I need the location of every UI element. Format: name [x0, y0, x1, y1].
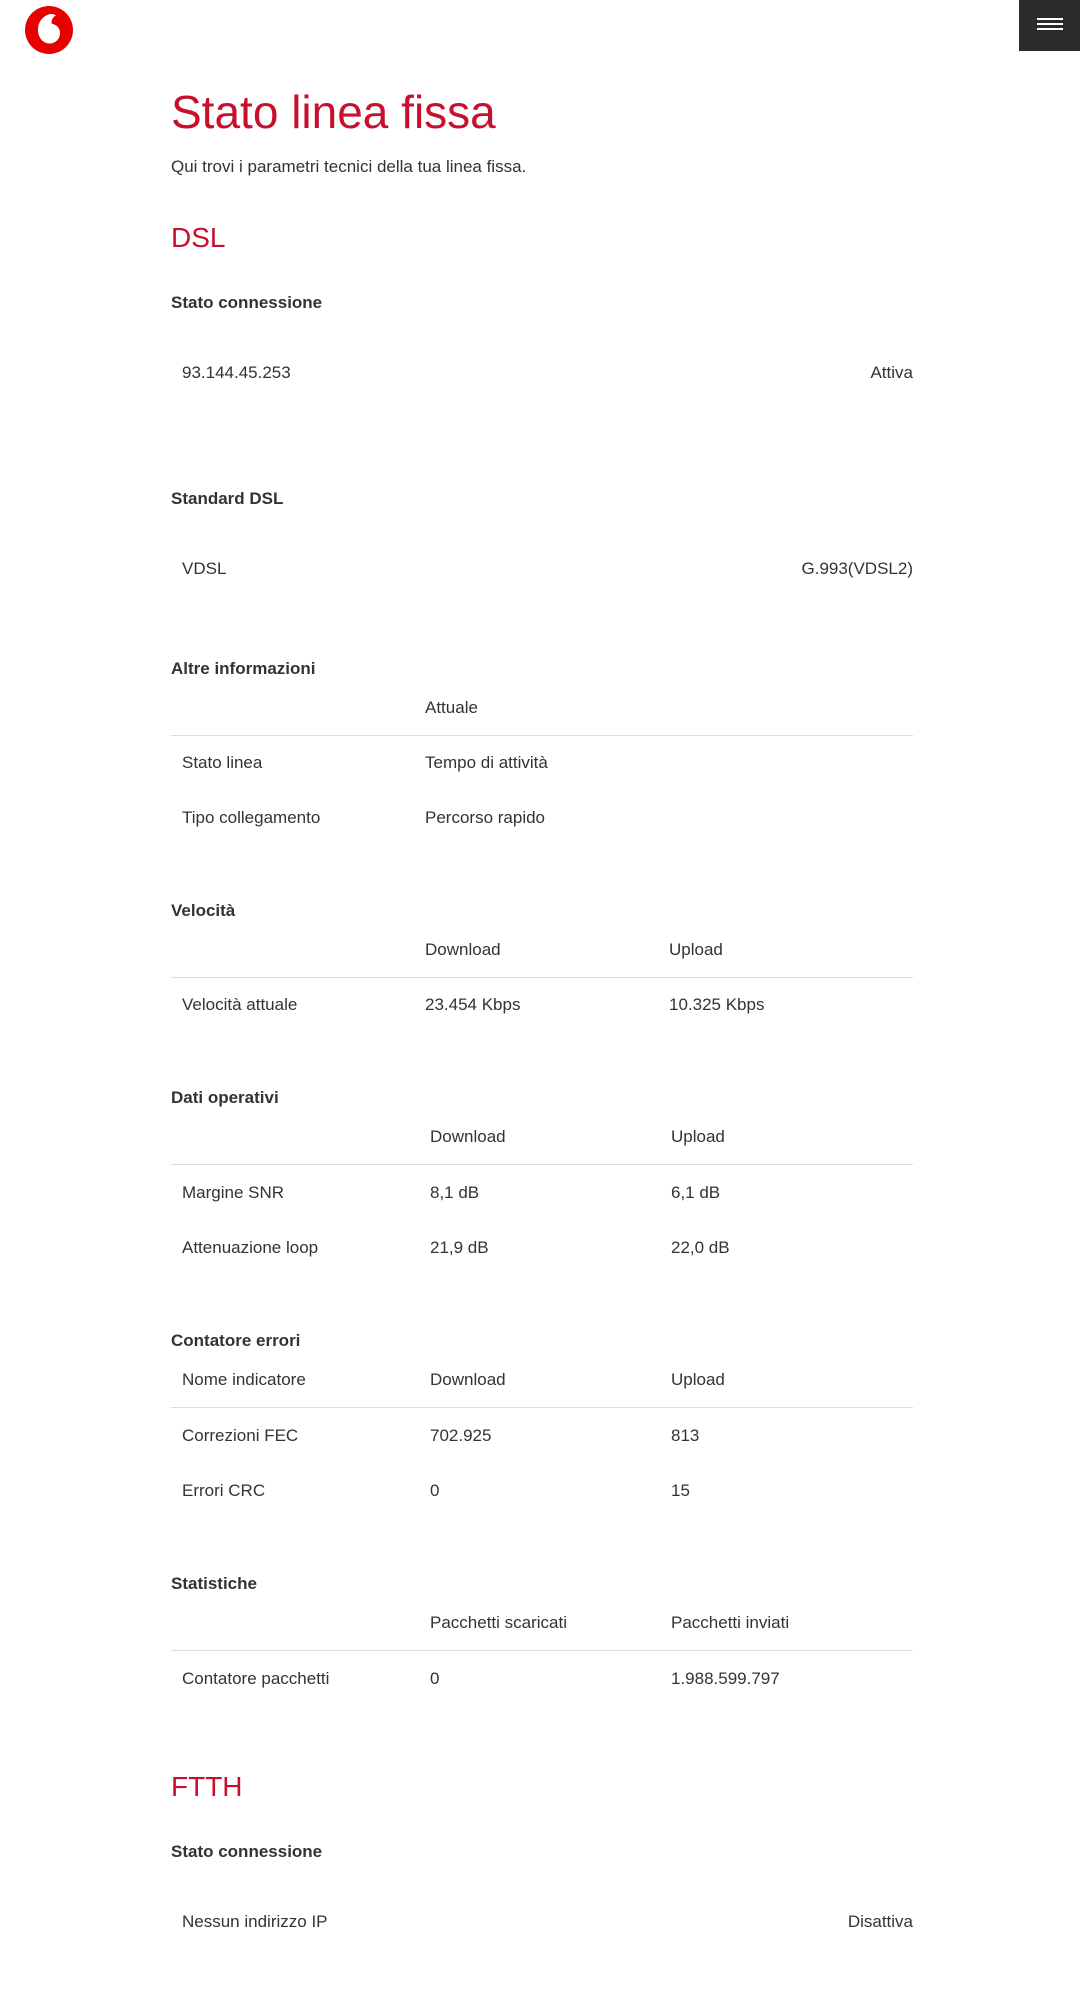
- group-title-velocita: Velocità: [171, 901, 236, 920]
- table-header-nome-indicatore: Nome indicatore: [182, 1370, 306, 1389]
- row-value: Percorso rapido: [425, 808, 546, 827]
- dsl-ip-address: 93.144.45.253: [182, 363, 291, 382]
- row-download: 23.454 Kbps: [425, 995, 521, 1014]
- row-download: 0: [430, 1481, 440, 1500]
- table-divider: [171, 1164, 913, 1165]
- row-label: Contatore pacchetti: [182, 1669, 330, 1688]
- table-header-pacchetti-inviati: Pacchetti inviati: [671, 1613, 790, 1632]
- table-header-upload: Upload: [669, 940, 723, 959]
- row-upload: 6,1 dB: [671, 1183, 721, 1202]
- ftth-ip-address: Nessun indirizzo IP: [182, 1912, 328, 1931]
- dsl-connection-status: Attiva: [870, 363, 913, 382]
- group-title-standard-dsl: Standard DSL: [171, 489, 284, 508]
- group-title-dati-operativi: Dati operativi: [171, 1088, 279, 1107]
- group-title-ftth-stato-connessione: Stato connessione: [171, 1842, 323, 1861]
- table-divider: [171, 977, 913, 978]
- row-upload: 813: [671, 1426, 700, 1445]
- row-label: Errori CRC: [182, 1481, 266, 1500]
- row-label: Tipo collegamento: [182, 808, 321, 827]
- section-title-dsl: DSL: [171, 222, 226, 253]
- table-divider: [171, 735, 913, 736]
- row-download: 0: [430, 1669, 440, 1688]
- table-divider: [171, 1407, 913, 1408]
- hamburger-menu-icon: [1037, 17, 1063, 34]
- group-title-stato-connessione: Stato connessione: [171, 293, 323, 312]
- ftth-connection-status: Disattiva: [847, 1912, 913, 1931]
- row-upload: 10.325 Kbps: [669, 995, 765, 1014]
- dsl-standard-value: G.993(VDSL2): [801, 559, 913, 578]
- page-subtitle: Qui trovi i parametri tecnici della tua linea fissa.: [171, 157, 527, 176]
- page-title: Stato linea fissa: [171, 86, 496, 138]
- row-label: Attenuazione loop: [182, 1238, 319, 1257]
- row-label: Velocità attuale: [182, 995, 298, 1014]
- row-label: Correzioni FEC: [182, 1426, 299, 1445]
- row-upload: 22,0 dB: [671, 1238, 730, 1257]
- group-title-altre-informazioni: Altre informazioni: [171, 659, 316, 678]
- table-header-upload: Upload: [671, 1127, 725, 1146]
- row-download: 21,9 dB: [430, 1238, 489, 1257]
- table-divider: [171, 1650, 913, 1651]
- row-label: Margine SNR: [182, 1183, 285, 1202]
- group-title-contatore-errori: Contatore errori: [171, 1331, 301, 1350]
- row-upload: 15: [671, 1481, 690, 1500]
- menu-button[interactable]: [1019, 0, 1080, 51]
- row-download: 702.925: [430, 1426, 492, 1445]
- row-label: Stato linea: [182, 753, 263, 772]
- row-download: 8,1 dB: [430, 1183, 480, 1202]
- row-value: Tempo di attività: [425, 753, 548, 772]
- table-header-upload: Upload: [671, 1370, 725, 1389]
- row-upload: 1.988.599.797: [671, 1669, 780, 1688]
- table-header-download: Download: [430, 1370, 506, 1389]
- table-header-pacchetti-scaricati: Pacchetti scaricati: [430, 1613, 567, 1632]
- section-title-ftth: FTTH: [171, 1771, 243, 1802]
- table-header-download: Download: [430, 1127, 506, 1146]
- top-bar: [0, 0, 1080, 60]
- table-header-download: Download: [425, 940, 501, 959]
- vodafone-logo-icon[interactable]: [24, 5, 74, 55]
- table-header-attuale: Attuale: [425, 698, 478, 717]
- dsl-standard-type: VDSL: [182, 559, 227, 578]
- group-title-statistiche: Statistiche: [171, 1574, 257, 1593]
